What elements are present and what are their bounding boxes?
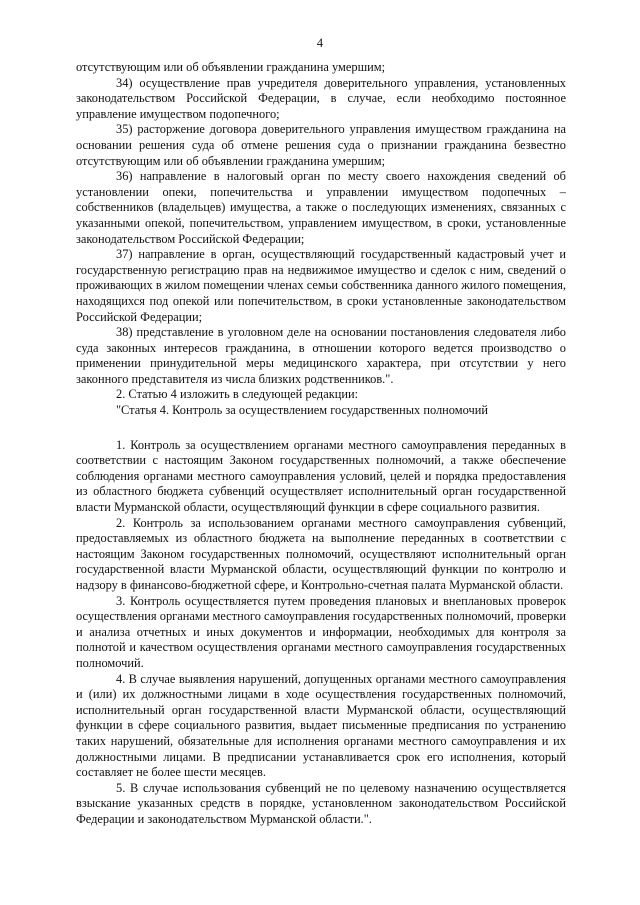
article-4-heading: "Статья 4. Контроль за осуществлением государственных полномочий [116,403,488,418]
paragraph-amendment-2: 2. Статью 4 изложить в следующей редакции: [116,387,359,402]
paragraph-item-36: 36) направление в налоговый орган по месту своего нахождения сведений об установлении опеки, попечительства и управлении имуществом подопечных – собственников (владельцев) имущества, а также о последующих изменениях, связанных с указанными опекой, попечительством, управлением имуществом, в сроки, установленные законодательством Российской Федерации; [76,169,566,246]
paragraph-item-34: 34) осуществление прав учредителя доверительного управления, установленных законодательством Российской Федерации, в случае, если необходимо постоянное управление имуществом подопечного; [76,75,566,121]
page-number: 4 [316,36,324,50]
article-4-part-1: 1. Контроль за осуществлением органами местного самоуправления переданных в соответствии с настоящим Законом государственных полномочий, а также обеспечение соблюдения органами местного самоуправления условий, целей и порядка предоставления из областного бюджета субвенций осуществляет исполнительный орган государственной власти Мурманской области, осуществляющий функции в сфере социального развития. [76,437,566,515]
paragraph-continuation: отсутствующим или об объявлении гражданина умершим; [76,60,386,74]
paragraph-item-37: 37) направление в орган, осуществляющий государственный кадастровый учет и государственную регистрацию прав на недвижимое имущество и сделок с ним, сведений о проживающих в жилом помещении членах семьи собственника данного жилого помещения, находящихся под опекой или попечительством, в сроки установленные законодательством Российской Федерации; [76,247,566,324]
article-4-part-4: 4. В случае выявления нарушений, допущенных органами местного самоуправления и (или) их должностными лицами в ходе осуществления государственных полномочий, исполнительный орган государственной власти Мурманской области, осуществляющий функции в сфере социального развития, выдает письменные предписания по устранению таких нарушений, обязательные для исполнения органами местного самоуправления и их должностными лицами. В предписании устанавливается срок его исполнения, который составляет не более шести месяцев. [76,671,566,780]
paragraph-item-38: 38) представление в уголовном деле на основании постановления следователя либо суда законных интересов гражданина, в отношении которого ведется производство о применении принудительной меры медицинского характера, при отсутствии у него законного представителя из числа близких родственников.". [76,325,566,386]
article-4-part-3: 3. Контроль осуществляется путем проведения плановых и внеплановых проверок осуществления органами местного самоуправления государственных полномочий, проверки и анализа отчетных и иных документов и информации, необходимых для контроля за полнотой и качеством осуществления органами местного самоуправления государственных полномочий. [76,593,566,670]
paragraph-item-35: 35) расторжение договора доверительного управления имуществом гражданина на основании решения суда об отмене решения суда о признании гражданина безвестно отсутствующим или об объявлении гражданина умершим; [76,122,566,168]
spacer [76,419,566,438]
article-4-part-5: 5. В случае использования субвенций не по целевому назначению осуществляется взыскание указанных средств в порядке, установленном законодательством Российской Федерации и законодательством Мурманской области.". [76,780,566,826]
document-body [76,60,566,828]
article-4-part-2: 2. Контроль за использованием органами местного самоуправления субвенций, предоставляемых из областного бюджета на выполнение переданных в соответствии с настоящим Законом государственных полномочий, осуществляют исполнительный орган государственной власти Мурманской области, осуществляющий функции по контролю и надзору в финансово-бюджетной сфере, и Контрольно-счетная палата Мурманской области. [76,515,566,592]
